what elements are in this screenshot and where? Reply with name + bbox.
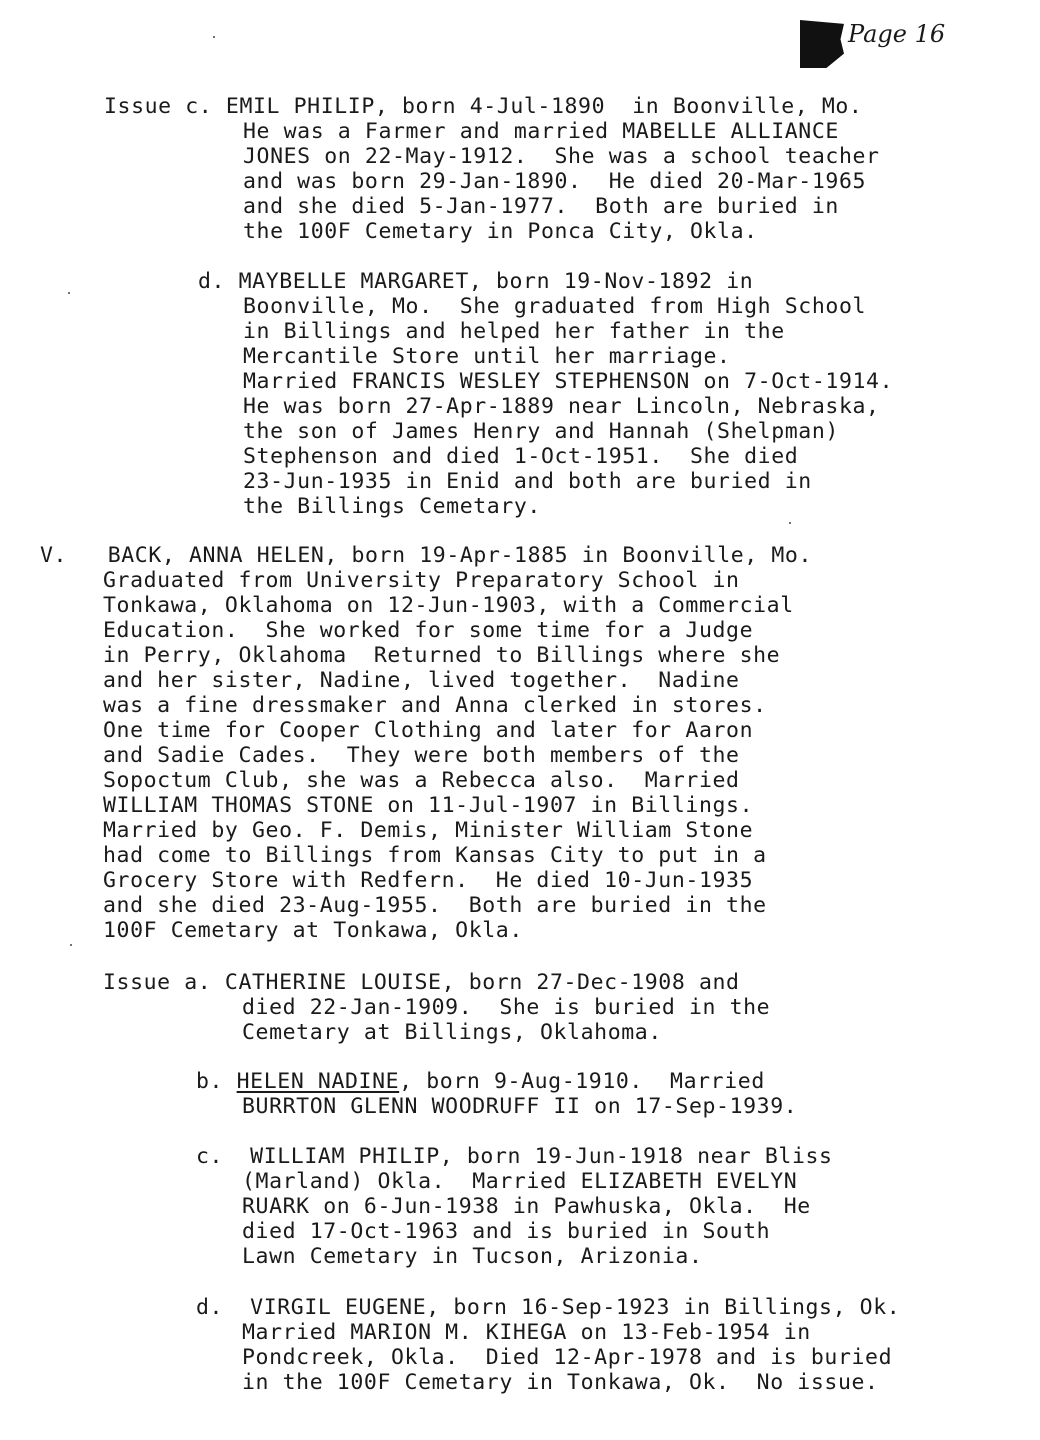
entry-line: in Perry, Oklahoma Returned to Billings where she [103,643,781,668]
scan-speck [68,292,70,294]
entry-line: d. VIRGIL EUGENE, born 16-Sep-1923 in Billings, Ok. [196,1295,901,1320]
scan-speck [789,522,791,524]
entry-line: Cemetary at Billings, Oklahoma. [242,1020,662,1045]
entry-line [196,1069,765,1094]
entry-line: Sopoctum Club, she was a Rebecca also. Married [103,768,740,793]
entry-line: and Sadie Cades. They were both members of the [103,743,740,768]
entry-line: and was born 29-Jan-1890. He died 20-Mar-1965 [243,169,867,194]
entry-line: Boonville, Mo. She graduated from High School [243,294,867,319]
entry-line: Pondcreek, Okla. Died 12-Apr-1978 and is buried [242,1345,893,1370]
entry-line: Lawn Cemetary in Tucson, Arizonia. [242,1244,703,1269]
line-prefix: b. [196,1069,237,1094]
entry-line: in Billings and helped her father in the [243,319,785,344]
entry-line: Married by Geo. F. Demis, Minister William Stone [103,818,754,843]
entry-line: Graduated from University Preparatory School in [103,568,740,593]
entry-line: JONES on 22-May-1912. She was a school teacher [243,144,880,169]
page-stamp-mark [800,20,844,68]
entry-line: had come to Billings from Kansas City to put in a [103,843,767,868]
entry-line: died 22-Jan-1909. She is buried in the [242,995,771,1020]
entry-line: 100F Cemetary at Tonkawa, Okla. [103,918,523,943]
entry-line: the Billings Cemetary. [243,494,541,519]
entry-line: He was a Farmer and married MABELLE ALLIANCE [243,119,839,144]
page-number: Page 16 [848,20,946,48]
entry-line: Education. She worked for some time for a Judge [103,618,754,643]
scan-speck [213,36,215,38]
entry-line: c. WILLIAM PHILIP, born 19-Jun-1918 near Bliss [196,1144,833,1169]
entry-line: the 100F Cemetary in Ponca City, Okla. [243,219,758,244]
entry-line: One time for Cooper Clothing and later for Aaron [103,718,754,743]
entry-line: 23-Jun-1935 in Enid and both are buried in [243,469,812,494]
entry-line: Mercantile Store until her marriage. [243,344,731,369]
entry-line: Married MARION M. KIHEGA on 13-Feb-1954 in [242,1320,811,1345]
entry-line: died 17-Oct-1963 and is buried in South [242,1219,771,1244]
underlined-name: HELEN NADINE [236,1069,400,1094]
entry-line: and she died 23-Aug-1955. Both are buried in the [103,893,767,918]
entry-line: (Marland) Okla. Married ELIZABETH EVELYN [242,1169,798,1194]
entry-line: Issue a. CATHERINE LOUISE, born 27-Dec-1908 and [103,970,740,995]
entry-line: and her sister, Nadine, lived together. Nadine [103,668,740,693]
entry-line: Tonkawa, Oklahoma on 12-Jun-1903, with a Commercial [103,593,794,618]
entry-line: WILLIAM THOMAS STONE on 11-Jul-1907 in Billings. [103,793,754,818]
entry-line: RUARK on 6-Jun-1938 in Pawhuska, Okla. He [242,1194,811,1219]
entry-line: Grocery Store with Redfern. He died 10-Jun-1935 [103,868,754,893]
entry-line: in the 100F Cemetary in Tonkawa, Ok. No issue. [242,1370,879,1395]
entry-line: Stephenson and died 1-Oct-1951. She died [243,444,799,469]
entry-line: Issue c. EMIL PHILIP, born 4-Jul-1890 in Boonville, Mo. [104,94,863,119]
entry-line: Married FRANCIS WESLEY STEPHENSON on 7-Oct-1914. [243,369,894,394]
scan-speck [70,944,72,946]
entry-line: d. MAYBELLE MARGARET, born 19-Nov-1892 in [198,269,754,294]
entry-line: and she died 5-Jan-1977. Both are buried in [243,194,839,219]
line-text: , born 9-Aug-1910. Married [399,1069,765,1094]
entry-line: BURRTON GLENN WOODRUFF II on 17-Sep-1939. [242,1094,798,1119]
entry-line: V. BACK, ANNA HELEN, born 19-Apr-1885 in Boonville, Mo. [40,543,813,568]
entry-line: the son of James Henry and Hannah (Shelpman) [243,419,839,444]
entry-line: was a fine dressmaker and Anna clerked in stores. [103,693,767,718]
entry-line: He was born 27-Apr-1889 near Lincoln, Nebraska, [243,394,880,419]
